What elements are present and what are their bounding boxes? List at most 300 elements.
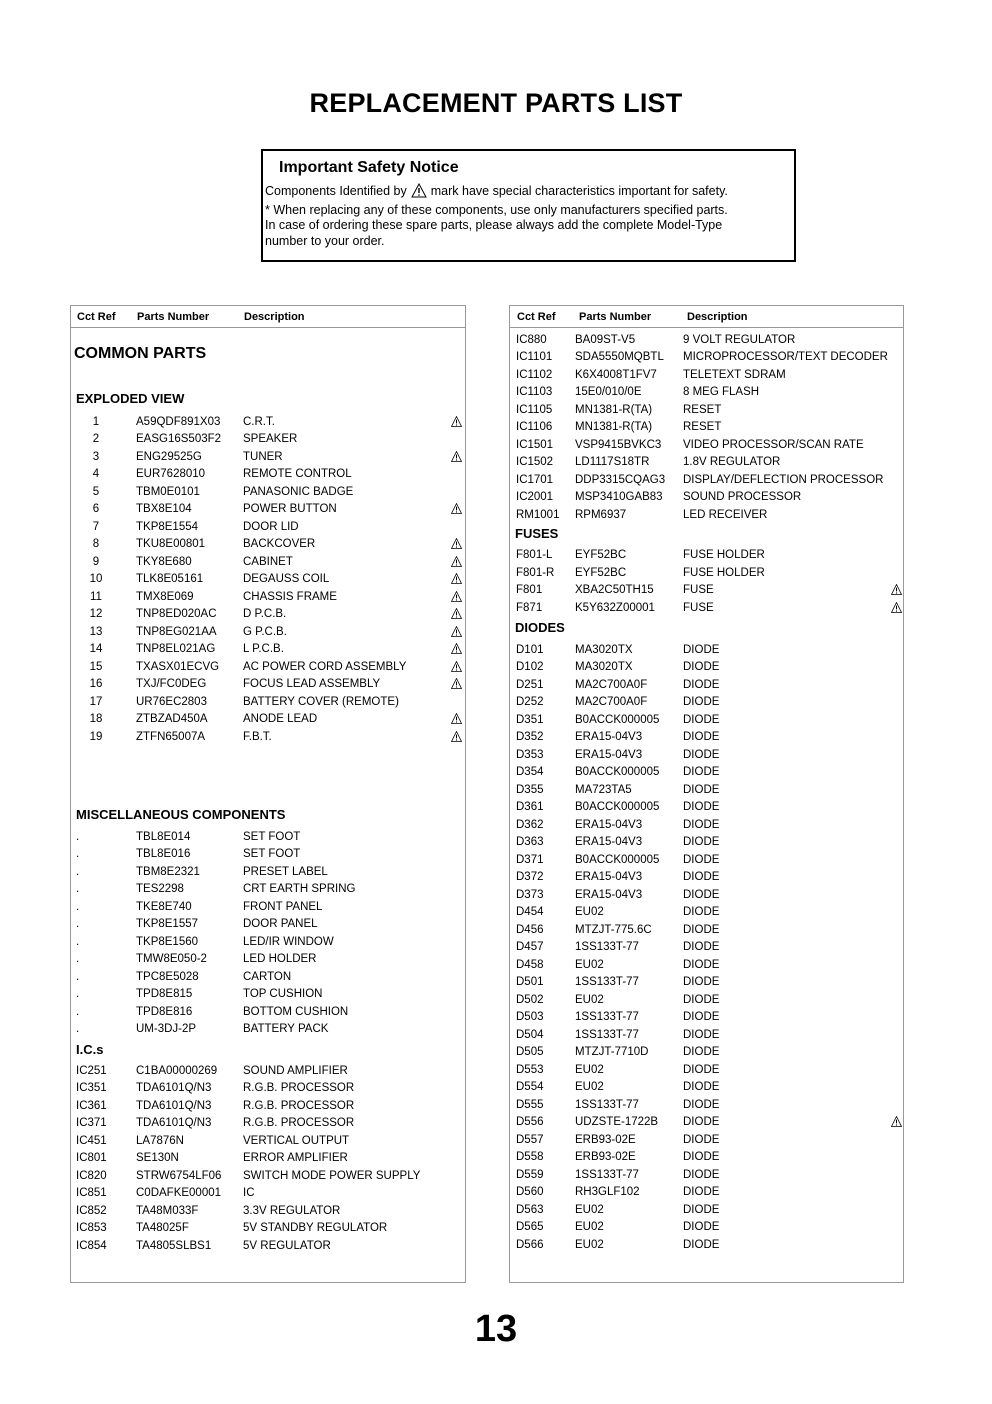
part-number-cell: BA09ST-V5 (575, 333, 636, 346)
description-cell: DIODE (683, 993, 720, 1006)
part-number-cell: MN1381-R(TA) (575, 403, 653, 416)
part-number-cell: ERA15-04V3 (575, 818, 643, 831)
description-cell: DIODE (683, 1098, 720, 1111)
table-row (71, 970, 465, 987)
description-cell: 3.3V REGULATOR (243, 1204, 341, 1217)
cct-ref-cell: 3 (92, 450, 100, 463)
description-cell: DOOR LID (243, 520, 299, 533)
header-description: Description (244, 311, 305, 323)
part-number-cell: ZTFN65007A (136, 730, 206, 743)
section-fuses: FUSES (515, 526, 559, 541)
cct-ref-cell: IC2001 (516, 491, 554, 503)
cct-ref-cell: D102 (516, 661, 544, 673)
cct-ref-cell: 11 (90, 590, 102, 603)
cct-ref-cell: . (76, 953, 80, 965)
part-number-cell: MTZJT-7710D (575, 1046, 649, 1058)
part-number-cell: K5Y632Z00001 (575, 601, 655, 614)
cct-ref-cell: 18 (89, 713, 103, 725)
description-cell: DIODE (683, 836, 720, 848)
table-row (71, 830, 465, 847)
part-number-cell: C0DAFKE00001 (136, 1187, 222, 1199)
part-number-cell: EASG16S503F2 (136, 433, 222, 445)
description-cell: RESET (683, 421, 722, 433)
part-number-cell: TNP8ED020AC (136, 608, 217, 620)
part-number-cell: TBM8E2321 (136, 865, 200, 878)
cct-ref-cell: D558 (516, 1151, 544, 1163)
description-cell: DIODE (683, 713, 720, 726)
table-row (71, 1151, 465, 1168)
description-cell: TOP CUSHION (243, 988, 323, 1000)
cct-ref-cell: 4 (92, 468, 100, 480)
table-row (71, 607, 465, 624)
table-row (510, 566, 903, 583)
table-row (71, 590, 465, 607)
cct-ref-cell: IC851 (76, 1187, 107, 1199)
cct-ref-cell: D351 (516, 713, 544, 726)
description-cell: 9 VOLT REGULATOR (683, 333, 796, 346)
description-cell: DIODE (683, 1133, 720, 1146)
description-cell: DIODE (683, 871, 720, 883)
left-table-header (71, 306, 465, 328)
notice-line-1b: mark have special characteristics important for safety. (430, 184, 728, 198)
cct-ref-cell: D554 (516, 1081, 544, 1093)
part-number-cell: ERA15-04V3 (575, 871, 643, 883)
table-row (71, 450, 465, 467)
table-row (71, 1099, 465, 1116)
cct-ref-cell: D565 (516, 1221, 544, 1233)
description-cell: F.B.T. (243, 730, 272, 743)
part-number-cell: ERA15-04V3 (575, 836, 643, 848)
part-number-cell: ZTBZAD450A (136, 713, 208, 725)
table-row (71, 677, 465, 694)
description-cell: DIODE (683, 1063, 720, 1076)
safety-warning-icon (451, 643, 462, 654)
part-number-cell: TKP8E1554 (136, 520, 199, 533)
cct-ref-cell: IC251 (76, 1064, 107, 1077)
cct-ref-cell: D458 (516, 958, 544, 971)
part-number-cell: MA3020TX (575, 661, 633, 673)
description-cell: DIODE (683, 643, 720, 656)
part-number-cell: UDZSTE-1722B (575, 1116, 659, 1128)
part-number-cell: MSP3410GAB83 (575, 491, 663, 503)
table-row (510, 601, 903, 618)
description-cell: TELETEXT SDRAM (683, 368, 786, 381)
cct-ref-cell: D355 (516, 783, 544, 796)
cct-ref-cell: F801-R (516, 566, 555, 579)
part-number-cell: MN1381-R(TA) (575, 421, 653, 433)
cct-ref-cell: D563 (516, 1203, 544, 1216)
table-row (510, 1220, 903, 1237)
cct-ref-cell: D373 (516, 888, 544, 901)
part-number-cell: EYF52BC (575, 566, 627, 579)
table-row (510, 368, 903, 385)
part-number-cell: XBA2C50TH15 (575, 584, 654, 596)
table-row (71, 555, 465, 572)
cct-ref-cell: D363 (516, 836, 544, 848)
part-number-cell: TKP8E1560 (136, 935, 199, 948)
table-row (510, 730, 903, 747)
part-number-cell: 1SS133T-77 (575, 1168, 639, 1181)
table-row (510, 818, 903, 835)
table-row (71, 415, 465, 432)
cct-ref-cell: F801 (516, 584, 543, 596)
cct-ref-cell: . (76, 918, 80, 930)
safety-warning-icon (451, 416, 462, 427)
part-number-cell: RH3GLF102 (575, 1186, 640, 1198)
cct-ref-cell: D252 (516, 696, 544, 708)
description-cell: TUNER (243, 450, 283, 463)
header-cct-ref: Cct Ref (77, 311, 116, 323)
cct-ref-cell: IC801 (76, 1152, 107, 1164)
description-cell: DIODE (683, 1046, 720, 1058)
cct-ref-cell: D556 (516, 1116, 544, 1128)
safety-warning-icon (451, 608, 462, 619)
description-cell: DIODE (683, 941, 720, 953)
table-row (71, 1005, 465, 1022)
cct-ref-cell: IC1103 (516, 386, 553, 398)
table-row (510, 1045, 903, 1062)
cct-ref-cell: D361 (516, 801, 544, 813)
cct-ref-cell: IC853 (76, 1222, 107, 1234)
cct-ref-cell: RM1001 (516, 508, 560, 521)
table-row (71, 1169, 465, 1186)
cct-ref-cell: 10 (89, 573, 103, 585)
safety-warning-icon (451, 713, 462, 724)
table-row (71, 660, 465, 677)
safety-warning-icon (891, 1116, 902, 1127)
notice-line-2: * When replacing any of these components, use only manufacturers specified parts. (265, 202, 728, 217)
description-cell: DISPLAY/DEFLECTION PROCESSOR (683, 473, 884, 486)
description-cell: DIODE (683, 696, 720, 708)
description-cell: DIODE (683, 1151, 720, 1163)
description-cell: FRONT PANEL (243, 900, 323, 913)
right-table-header (510, 306, 903, 328)
table-row (71, 1221, 465, 1238)
table-row (510, 993, 903, 1010)
cct-ref-cell: 6 (92, 503, 100, 515)
cct-ref-cell: . (76, 883, 80, 895)
part-number-cell: TKP8E1557 (136, 918, 199, 930)
description-cell: SOUND AMPLIFIER (243, 1064, 348, 1077)
table-row (71, 987, 465, 1004)
description-cell: LED/IR WINDOW (243, 935, 334, 948)
table-row (510, 888, 903, 905)
description-cell: BATTERY COVER (REMOTE) (243, 695, 399, 708)
cct-ref-cell: D504 (516, 1028, 544, 1041)
description-cell: DIODE (683, 783, 720, 796)
cct-ref-cell: 15 (89, 660, 103, 673)
table-row (510, 1063, 903, 1080)
cct-ref-cell: 2 (92, 433, 100, 445)
part-number-cell: TBL8E014 (136, 830, 191, 843)
cct-ref-cell: . (76, 848, 80, 860)
table-row (510, 940, 903, 957)
table-row (510, 1150, 903, 1167)
description-cell: RESET (683, 403, 722, 416)
description-cell: DOOR PANEL (243, 918, 318, 930)
section-diodes: DIODES (515, 620, 565, 635)
safety-warning-icon (451, 556, 462, 567)
cct-ref-cell: F801-L (516, 549, 553, 561)
part-number-cell: 1SS133T-77 (575, 1011, 639, 1023)
table-row (71, 712, 465, 729)
part-number-cell: TA4805SLBS1 (136, 1239, 212, 1252)
cct-ref-cell: . (76, 830, 80, 843)
part-number-cell: EU02 (575, 1221, 604, 1233)
part-number-cell: VSP9415BVKC3 (575, 438, 662, 451)
cct-ref-cell: D372 (516, 871, 544, 883)
description-cell: 1.8V REGULATOR (683, 456, 781, 468)
cct-ref-cell: IC1701 (516, 473, 554, 486)
table-row (510, 1168, 903, 1185)
part-number-cell: LD1117S18TR (575, 456, 650, 468)
table-row (71, 730, 465, 747)
safety-warning-icon (451, 591, 462, 602)
table-row (510, 583, 903, 600)
cct-ref-cell: . (76, 900, 80, 913)
part-number-cell: A59QDF891X03 (136, 415, 221, 428)
table-row (71, 695, 465, 712)
safety-warning-icon (451, 661, 462, 672)
table-row (510, 473, 903, 490)
table-row (510, 455, 903, 472)
description-cell: SET FOOT (243, 848, 301, 860)
cct-ref-cell: . (76, 988, 80, 1000)
description-cell: VIDEO PROCESSOR/SCAN RATE (683, 438, 864, 451)
table-row (71, 1116, 465, 1133)
part-number-cell: B0ACCK000005 (575, 713, 660, 726)
cct-ref-cell: IC1105 (516, 403, 553, 416)
part-number-cell: TXJ/FC0DEG (136, 678, 207, 690)
table-row (510, 1098, 903, 1115)
table-row (510, 643, 903, 660)
description-cell: 5V STANDBY REGULATOR (243, 1222, 388, 1234)
description-cell: BOTTOM CUSHION (243, 1005, 349, 1018)
part-number-cell: B0ACCK000005 (575, 801, 660, 813)
part-number-cell: TMX8E069 (136, 590, 194, 603)
cct-ref-cell: 7 (92, 520, 100, 533)
part-number-cell: LA7876N (136, 1134, 184, 1147)
part-number-cell: ERA15-04V3 (575, 888, 643, 901)
part-number-cell: MTZJT-775.6C (575, 923, 652, 936)
description-cell: DIODE (683, 748, 720, 761)
table-row (71, 537, 465, 554)
table-row (71, 572, 465, 589)
safety-warning-icon (891, 602, 902, 613)
part-number-cell: C1BA00000269 (136, 1064, 218, 1077)
description-cell: DIODE (683, 1186, 720, 1198)
description-cell: 8 MEG FLASH (683, 386, 760, 398)
part-number-cell: EU02 (575, 993, 604, 1006)
cct-ref-cell: 16 (89, 678, 103, 690)
cct-ref-cell: 14 (89, 643, 103, 655)
page-title: REPLACEMENT PARTS LIST (309, 88, 683, 118)
part-number-cell: TNP8EG021AA (136, 625, 217, 638)
description-cell: DIODE (683, 976, 720, 988)
cct-ref-cell: D101 (516, 643, 544, 656)
description-cell: DIODE (683, 853, 720, 866)
header-description: Description (687, 311, 748, 323)
cct-ref-cell: D503 (516, 1011, 544, 1023)
part-number-cell: UR76EC2803 (136, 695, 207, 708)
table-row (510, 1133, 903, 1150)
table-row (510, 678, 903, 695)
part-number-cell: TES2298 (136, 883, 184, 895)
table-row (510, 1185, 903, 1202)
description-cell: CHASSIS FRAME (243, 590, 337, 603)
part-number-cell: MA3020TX (575, 643, 633, 656)
part-number-cell: SE130N (136, 1152, 179, 1164)
table-row (510, 1115, 903, 1132)
part-number-cell: 1SS133T-77 (575, 1028, 639, 1041)
cct-ref-cell: 9 (92, 555, 100, 568)
part-number-cell: B0ACCK000005 (575, 853, 660, 866)
table-row (510, 438, 903, 455)
description-cell: SET FOOT (243, 830, 301, 843)
part-number-cell: TDA6101Q/N3 (136, 1082, 212, 1094)
cct-ref-cell: 17 (89, 695, 103, 708)
description-cell: FUSE (683, 601, 714, 614)
description-cell: SPEAKER (243, 433, 298, 445)
part-number-cell: ERA15-04V3 (575, 748, 643, 761)
description-cell: L P.C.B. (243, 643, 284, 655)
cct-ref-cell: 8 (92, 538, 100, 550)
description-cell: R.G.B. PROCESSOR (243, 1117, 355, 1129)
table-row (71, 847, 465, 864)
description-cell: DEGAUSS COIL (243, 573, 330, 585)
table-row (510, 923, 903, 940)
part-number-cell: TPD8E815 (136, 988, 193, 1000)
safety-warning-icon (451, 451, 462, 462)
table-row (510, 800, 903, 817)
description-cell: DIODE (683, 1081, 720, 1093)
part-number-cell: UM-3DJ-2P (136, 1023, 197, 1035)
table-row (71, 882, 465, 899)
part-number-cell: 1SS133T-77 (575, 1098, 639, 1111)
description-cell: VERTICAL OUTPUT (243, 1134, 350, 1147)
part-number-cell: TKE8E740 (136, 900, 192, 913)
description-cell: LED HOLDER (243, 953, 317, 965)
part-number-cell: TBM0E0101 (136, 485, 200, 498)
cct-ref-cell: D501 (516, 976, 544, 988)
description-cell: AC POWER CORD ASSEMBLY (243, 660, 407, 673)
description-cell: REMOTE CONTROL (243, 468, 352, 480)
table-row (71, 1134, 465, 1151)
part-number-cell: MA723TA5 (575, 783, 632, 796)
cct-ref-cell: IC1502 (516, 456, 554, 468)
description-cell: ERROR AMPLIFIER (243, 1152, 348, 1164)
part-number-cell: STRW6754LF06 (136, 1169, 222, 1182)
part-number-cell: 15E0/010/0E (575, 386, 642, 398)
description-cell: DIODE (683, 678, 720, 691)
description-cell: FOCUS LEAD ASSEMBLY (243, 678, 381, 690)
table-row (510, 835, 903, 852)
description-cell: DIODE (683, 1011, 720, 1023)
part-number-cell: TBX8E104 (136, 503, 192, 515)
description-cell: DIODE (683, 661, 720, 673)
header-parts-number: Parts Number (579, 311, 652, 323)
safety-warning-icon (451, 538, 462, 549)
cct-ref-cell: D566 (516, 1238, 544, 1251)
table-row (510, 508, 903, 525)
table-row (71, 502, 465, 519)
part-number-cell: EU02 (575, 1081, 604, 1093)
cct-ref-cell: IC880 (516, 333, 547, 346)
description-cell: ANODE LEAD (243, 713, 318, 725)
description-cell: DIODE (683, 1168, 720, 1181)
right-parts-table (509, 305, 904, 1283)
cct-ref-cell: 1 (92, 415, 100, 428)
safety-notice-body (265, 183, 793, 249)
description-cell: DIODE (683, 818, 720, 831)
cct-ref-cell: 5 (92, 485, 100, 498)
description-cell: DIODE (683, 1203, 720, 1216)
description-cell: R.G.B. PROCESSOR (243, 1082, 355, 1094)
description-cell: DIODE (683, 923, 720, 936)
part-number-cell: TA48M033F (136, 1204, 199, 1217)
description-cell: D P.C.B. (243, 608, 287, 620)
description-cell: CABINET (243, 555, 293, 568)
table-row (510, 783, 903, 800)
description-cell: FUSE (683, 584, 714, 596)
cct-ref-cell: D457 (516, 941, 544, 953)
table-row (71, 625, 465, 642)
description-cell: MICROPROCESSOR/TEXT DECODER (683, 351, 888, 363)
table-row (71, 1064, 465, 1081)
cct-ref-cell: D456 (516, 923, 544, 936)
table-row (510, 1203, 903, 1220)
cct-ref-cell: IC1101 (516, 351, 553, 363)
description-cell: BATTERY PACK (243, 1023, 329, 1035)
description-cell: DIODE (683, 906, 720, 918)
cct-ref-cell: D553 (516, 1063, 544, 1076)
part-number-cell: ERA15-04V3 (575, 731, 643, 743)
section-ics: I.C.s (76, 1042, 104, 1057)
cct-ref-cell: D560 (516, 1186, 544, 1198)
description-cell: DIODE (683, 731, 720, 743)
cct-ref-cell: IC852 (76, 1204, 107, 1217)
table-row (71, 520, 465, 537)
table-row (71, 935, 465, 952)
cct-ref-cell: D354 (516, 766, 544, 778)
notice-line-4: number to your order. (265, 233, 385, 248)
table-row (510, 765, 903, 782)
table-row (510, 420, 903, 437)
cct-ref-cell: IC1106 (516, 421, 553, 433)
description-cell: DIODE (683, 888, 720, 901)
table-row (510, 660, 903, 677)
cct-ref-cell: F871 (516, 601, 543, 614)
cct-ref-cell: IC351 (76, 1082, 107, 1094)
description-cell: BACKCOVER (243, 538, 316, 550)
part-number-cell: EU02 (575, 1238, 604, 1251)
table-row (510, 490, 903, 507)
description-cell: SOUND PROCESSOR (683, 491, 802, 503)
notice-line-3: In case of ordering these spare parts, please always add the complete Model-Type (265, 218, 723, 232)
part-number-cell: EU02 (575, 1063, 604, 1076)
table-row (71, 917, 465, 934)
description-cell: POWER BUTTON (243, 503, 337, 515)
part-number-cell: MA2C700A0F (575, 696, 648, 708)
description-cell: DIODE (683, 958, 720, 971)
cct-ref-cell: . (76, 970, 80, 983)
part-number-cell: RPM6937 (575, 508, 627, 521)
safety-notice-title: Important Safety Notice (279, 159, 459, 176)
table-row (71, 1022, 465, 1039)
table-row (71, 1081, 465, 1098)
cct-ref-cell: IC371 (76, 1117, 107, 1129)
description-cell: CARTON (243, 970, 292, 983)
